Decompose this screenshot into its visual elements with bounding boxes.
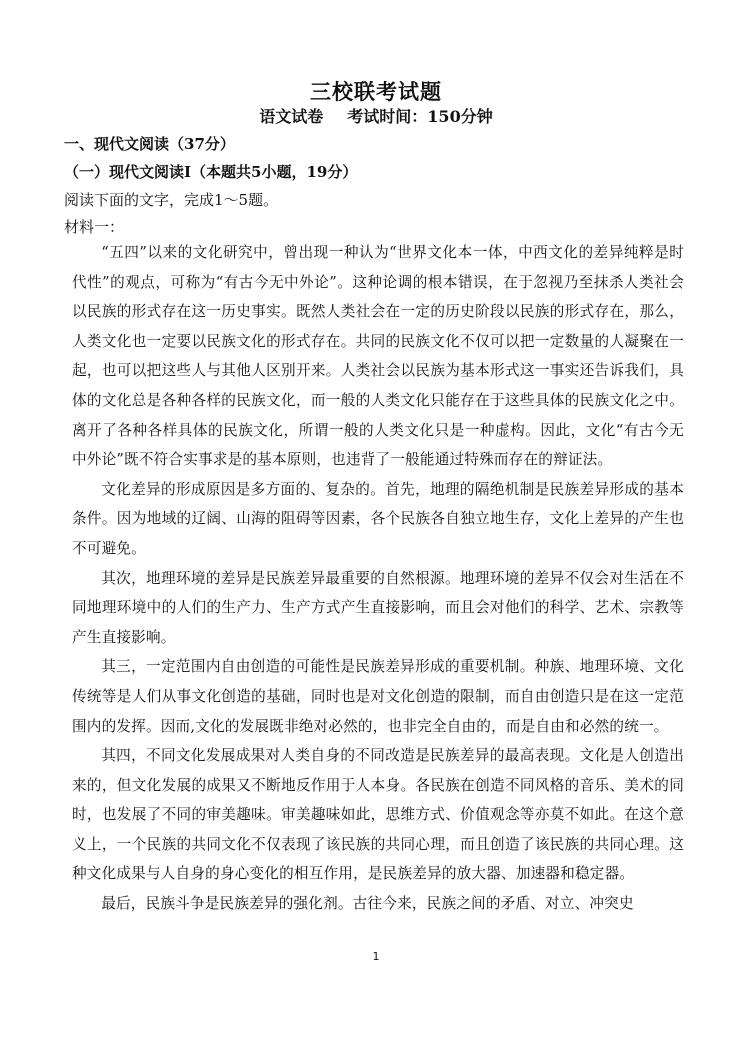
reading-instruction: 阅读下面的文字，完成1～5题。 bbox=[64, 191, 279, 209]
paragraph: 其三，一定范围内自由创造的可能性是民族差异形成的重要机制。种族、地理环境、文化传统等是人们从事文化创造的基础，同时也是对文化创造的限制，而自由创造只是在这一定范围内的发挥。因而,文化的发展既非绝对必然的，也非完全自由的，而是自由和必然的统一。 bbox=[72, 658, 684, 735]
material-label: 材料一： bbox=[64, 218, 125, 236]
paragraph: 最后，民族斗争是民族差异的强化剂。古往今来，民族之间的矛盾、对立、冲突史 bbox=[101, 895, 634, 913]
exam-subtitle bbox=[0, 104, 752, 127]
paragraph: 文化差异的形成原因是多方面的、复杂的。首先，地理的隔绝机制是民族差异形成的基本条件。因为地域的辽阔、山海的阻碍等因素，各个民族各自独立地生存，文化上差异的产生也不可避免。 bbox=[72, 480, 684, 557]
subsection-heading: （一）现代文阅读Ⅰ（本题共5小题，19分） bbox=[64, 163, 358, 181]
exam-title: 三校联考试题 bbox=[310, 79, 442, 104]
paragraph: 其次，地理环境的差异是民族差异最重要的自然根源。地理环境的差异不仅会对生活在不同地理环境中的人们的生产力、生产方式产生直接影响，而且会对他们的科学、艺术、宗教等产生直接影响。 bbox=[72, 569, 684, 646]
subject-label: 语文试卷 bbox=[259, 107, 324, 126]
page-number: 1 bbox=[372, 950, 380, 963]
paragraph: “五四”以来的文化研究中，曾出现一种认为“世界文化本一体，中西文化的差异纯粹是时代性”的观点，可称为“有古今无中外论”。这种论调的根本错误，在于忽视乃至抹杀人类社会以民族的形式存在这一历史事实。既然人类社会在一定的历史阶段以民族的形式存在，那么，人类文化也一定要以民族文化的形式存在。共同的民族文化不仅可以把一定数量的人凝聚在一起，也可以把这些人与其他人区别开来。人类社会以民族为基本形式这一事实还告诉我们，具体的文化总是各种各样的民族文化，而一般的人类文化只能存在于这些具体的民族文化之中。离开了各种各样具体的民族文化，所谓一般的人类文化只是一种虚构。因此，文化“有古今无中外论”既不符合实事求是的基本原则，也违背了一般能通过特殊而存在的辩证法。 bbox=[72, 244, 684, 469]
section-heading: 一、现代文阅读（37分） bbox=[64, 135, 235, 153]
paragraph: 其四，不同文化发展成果对人类自身的不同改造是民族差异的最高表现。文化是人创造出来的，但文化发展的成果又不断地反作用于人本身。各民族在创造不同风格的音乐、美术的同时，也发展了不同的审美趣味。审美趣味如此，思维方式、价值观念等亦莫不如此。在这个意义上，一个民族的共同文化不仅表现了该民族的共同心理，而且创造了该民族的共同心理。这种文化成果与人自身的身心变化的相互作用，是民族差异的放大器、加速器和稳定器。 bbox=[72, 747, 684, 883]
article-body bbox=[72, 238, 684, 919]
exam-time: 考试时间：150分钟 bbox=[347, 107, 493, 126]
